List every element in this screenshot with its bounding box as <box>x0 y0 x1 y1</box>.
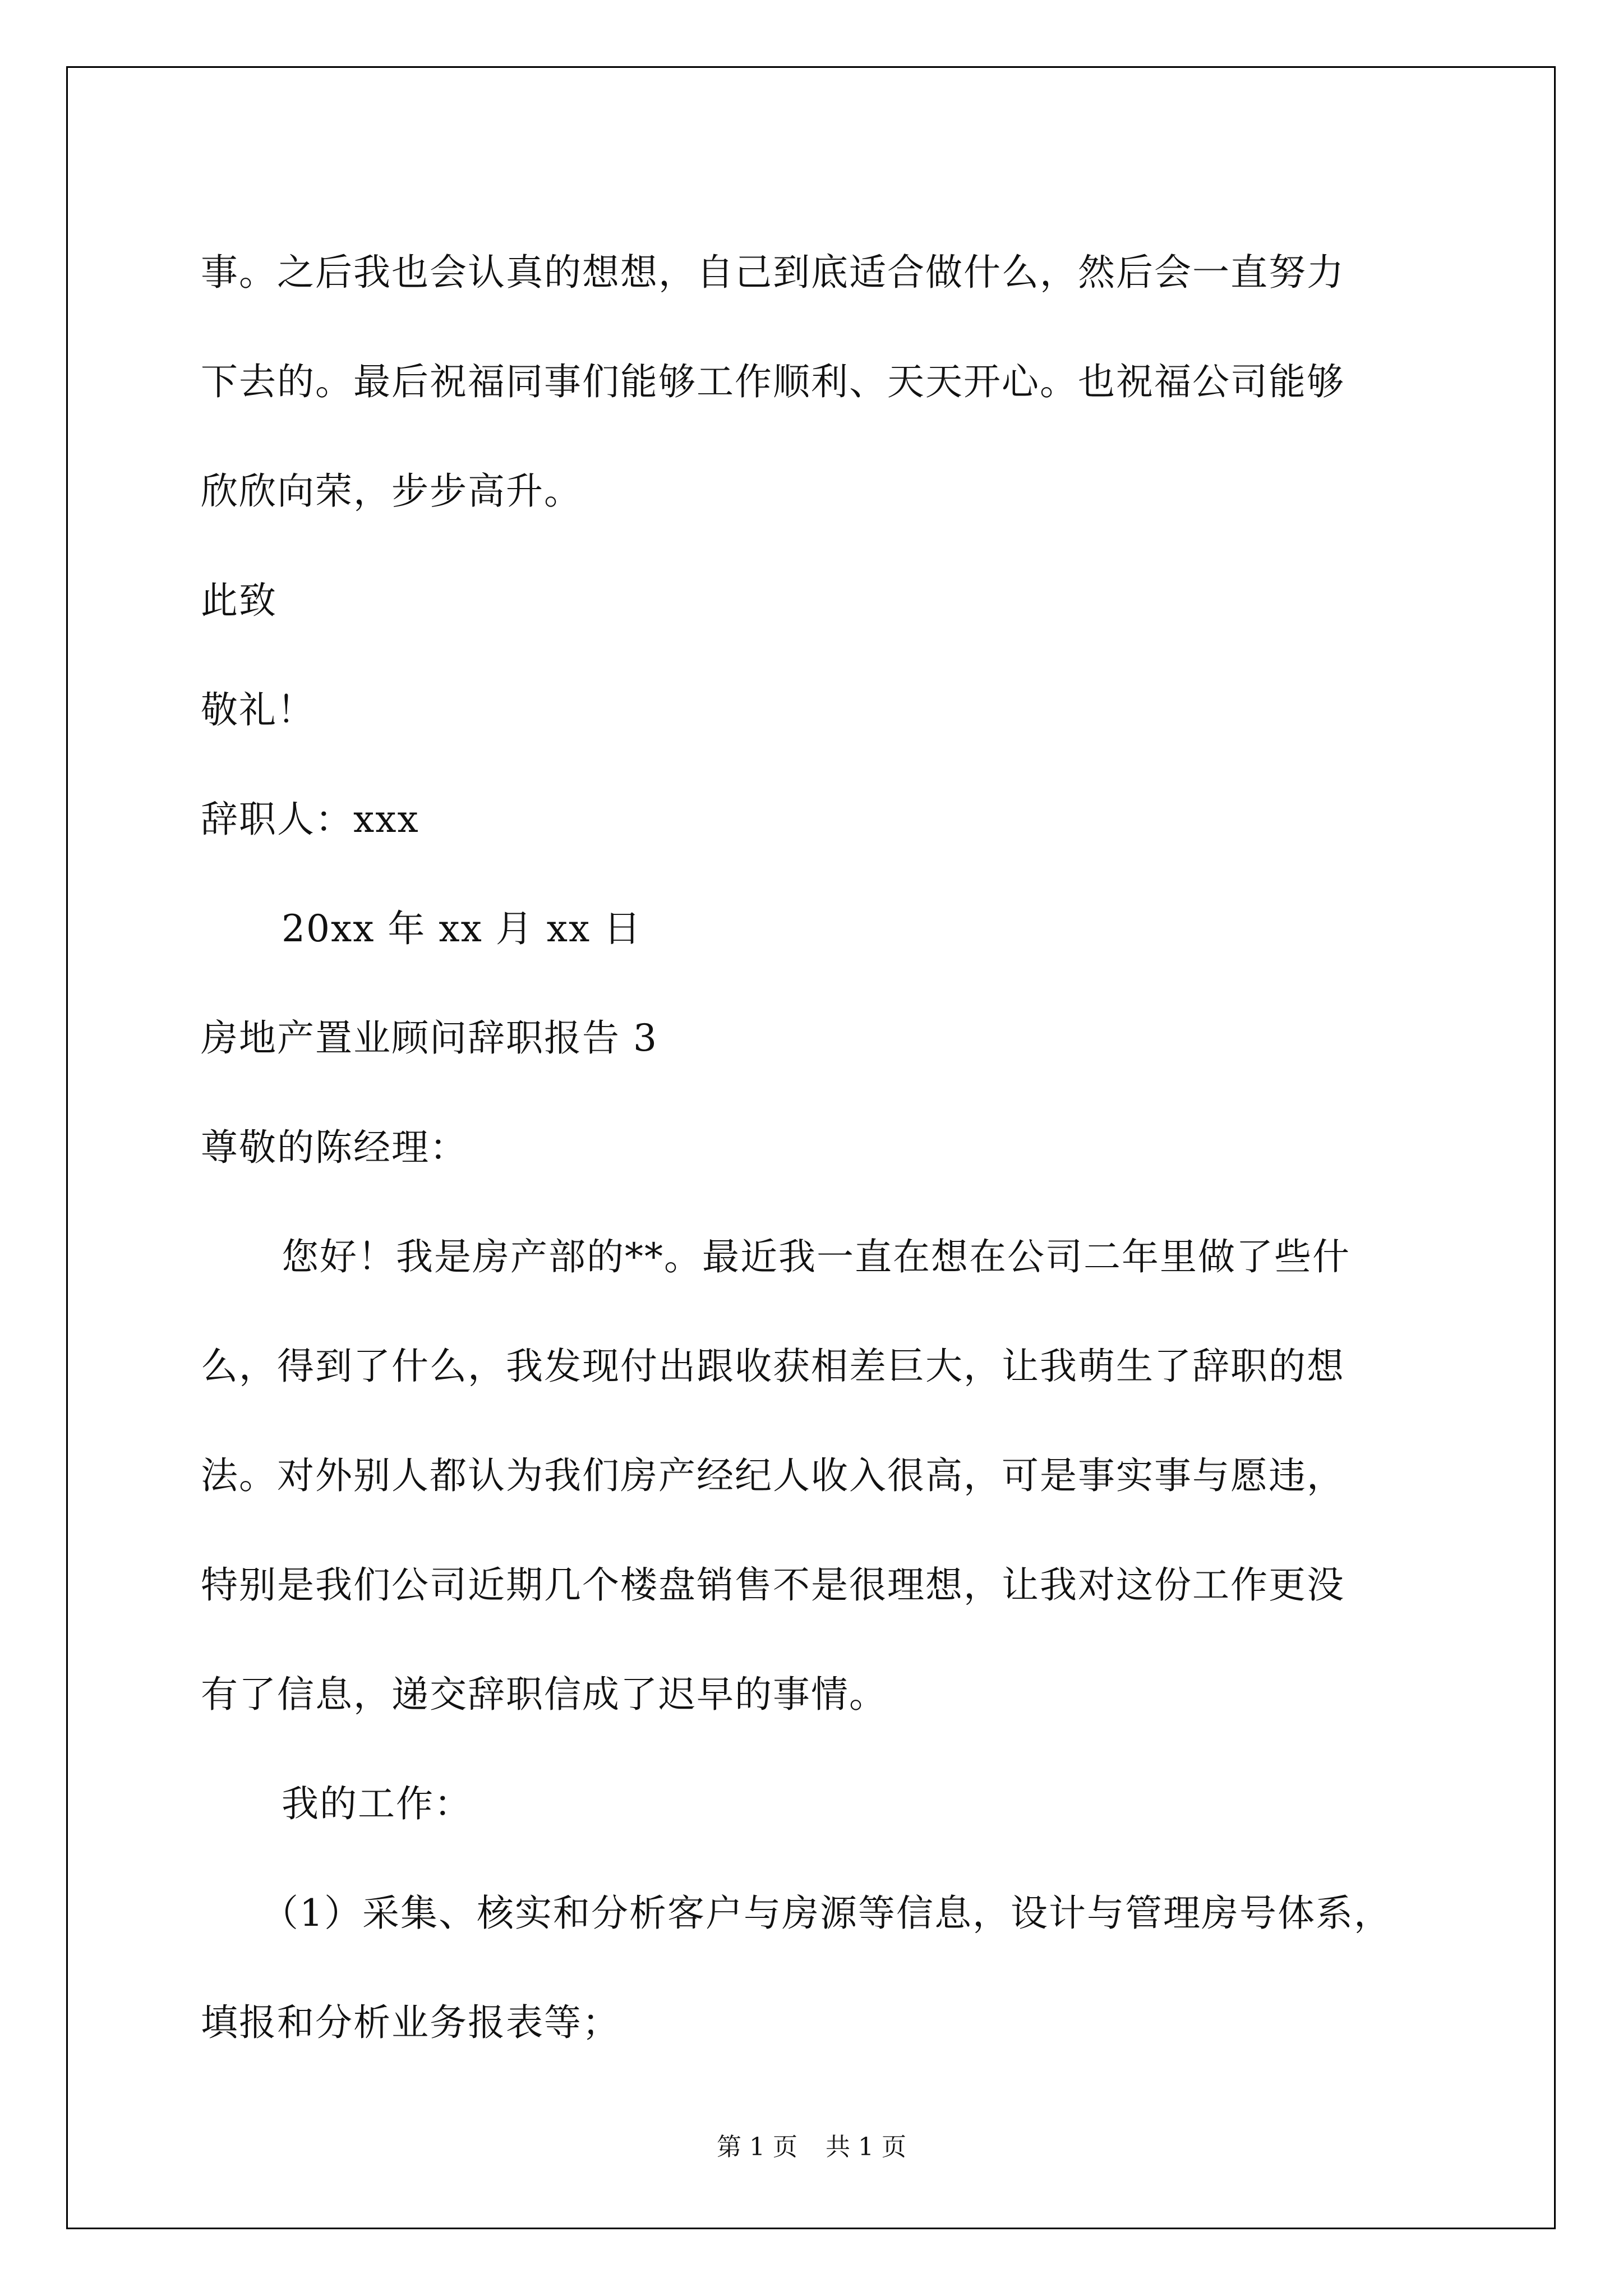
page-number: 第 1 页 <box>717 2133 797 2161</box>
list-item-continuation: 填报和分析业务报表等； <box>201 2001 620 2044</box>
paragraph-line: 法。对外别人都认为我们房产经纪人收入很高，可是事实事与愿违， <box>201 1454 1345 1497</box>
greeting: 尊敬的陈经理： <box>201 1126 468 1169</box>
closing-salutation: 此致 <box>201 579 277 622</box>
paragraph-line: 特别是我们公司近期几个楼盘销售不是很理想，让我对这份工作更没 <box>201 1563 1345 1607</box>
paragraph-line: 下去的。最后祝福同事们能够工作顺利、天天开心。也祝福公司能够 <box>201 360 1345 403</box>
paragraph-line: 您好！我是房产部的**。最近我一直在想在公司二年里做了些什 <box>282 1235 1350 1278</box>
signature-name: 辞职人：xxx <box>201 798 419 841</box>
paragraph-line: 事。之后我也会认真的想想，自己到底适合做什么，然后会一直努力 <box>201 251 1345 294</box>
page-total: 共 1 页 <box>826 2133 906 2161</box>
list-item: （1）采集、核实和分析客户与房源等信息，设计与管理房号体系， <box>261 1892 1392 1935</box>
document-body <box>201 218 1435 2077</box>
subheading: 我的工作： <box>282 1782 472 1825</box>
page-footer <box>0 2131 1623 2164</box>
paragraph-line: 欣欣向荣，步步高升。 <box>201 470 582 513</box>
paragraph-line: 么，得到了什么，我发现付出跟收获相差巨大，让我萌生了辞职的想 <box>201 1345 1345 1388</box>
closing-regards: 敬礼！ <box>201 688 315 731</box>
signature-date: 20xx 年 xx 月 xx 日 <box>282 907 642 950</box>
paragraph-line: 有了信息，递交辞职信成了迟早的事情。 <box>201 1673 887 1716</box>
section-title: 房地产置业顾问辞职报告 3 <box>201 1016 658 1060</box>
